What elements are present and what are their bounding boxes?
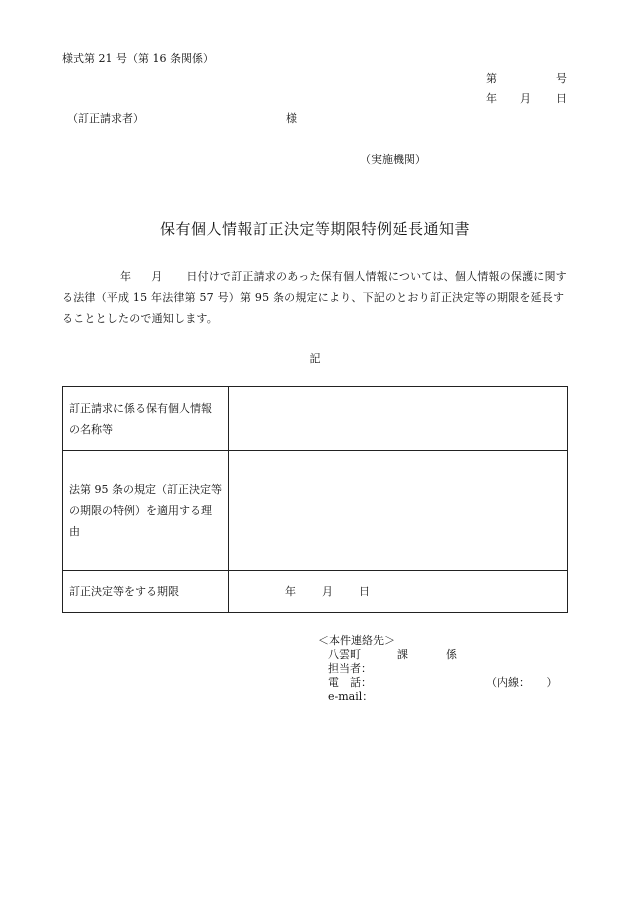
deadline-month: 月 [322,585,333,598]
form-number: 様式第 21 号（第 16 条関係） [62,52,214,65]
info-table [62,386,568,613]
body-year: 年 [120,270,132,283]
deadline-label: 訂正決定等をする期限 [63,571,229,613]
contact-kakari: 係 [446,648,457,661]
contact-person: 担当者： [328,662,372,675]
contact-town: 八雲町 [328,648,361,661]
reason-value [229,451,568,571]
body-month: 月 [151,270,163,283]
contact-ka: 課 [397,648,408,661]
contact-extension: （内線： ） [486,676,558,689]
honorific: 様 [286,112,297,125]
contact-phone-row [318,676,558,690]
info-name-label: 訂正請求に係る保有個人情報の名称等 [63,387,229,451]
table-row [63,571,568,613]
contact-block [318,634,558,704]
document-title: 保有個人情報訂正決定等期限特例延長通知書 [159,220,470,238]
body-paragraph [62,266,570,329]
requester-label: （訂正請求者） [67,112,144,125]
table-row [63,387,568,451]
contact-phone: 電 話： [328,676,372,689]
table-row [63,451,568,571]
date-year-label: 年 [486,92,497,105]
document-number-prefix: 第 [486,72,497,85]
date-month-label: 月 [520,92,531,105]
info-name-value [229,387,568,451]
deadline-value [229,571,568,613]
contact-email: e-mail： [328,690,374,703]
date-day-label: 日 [556,92,567,105]
ki-heading: 記 [309,352,321,365]
body-text: 日付けで訂正請求のあった保有個人情報については、個人情報の保護に関する法律（平成 15 年法律第 57 号）第 95 条の規定により、下記のとおり訂正決定等の期限を延長することとしたので通知します。 [62,270,567,325]
deadline-day: 日 [359,585,370,598]
contact-heading: ＜本件連絡先＞ [318,634,395,647]
agency-label: （実施機関） [360,153,426,166]
deadline-year: 年 [285,585,296,598]
document-number-suffix: 号 [556,72,567,85]
contact-department [318,648,558,662]
reason-label: 法第 95 条の規定（訂正決定等の期限の特例）を適用する理由 [63,451,229,571]
